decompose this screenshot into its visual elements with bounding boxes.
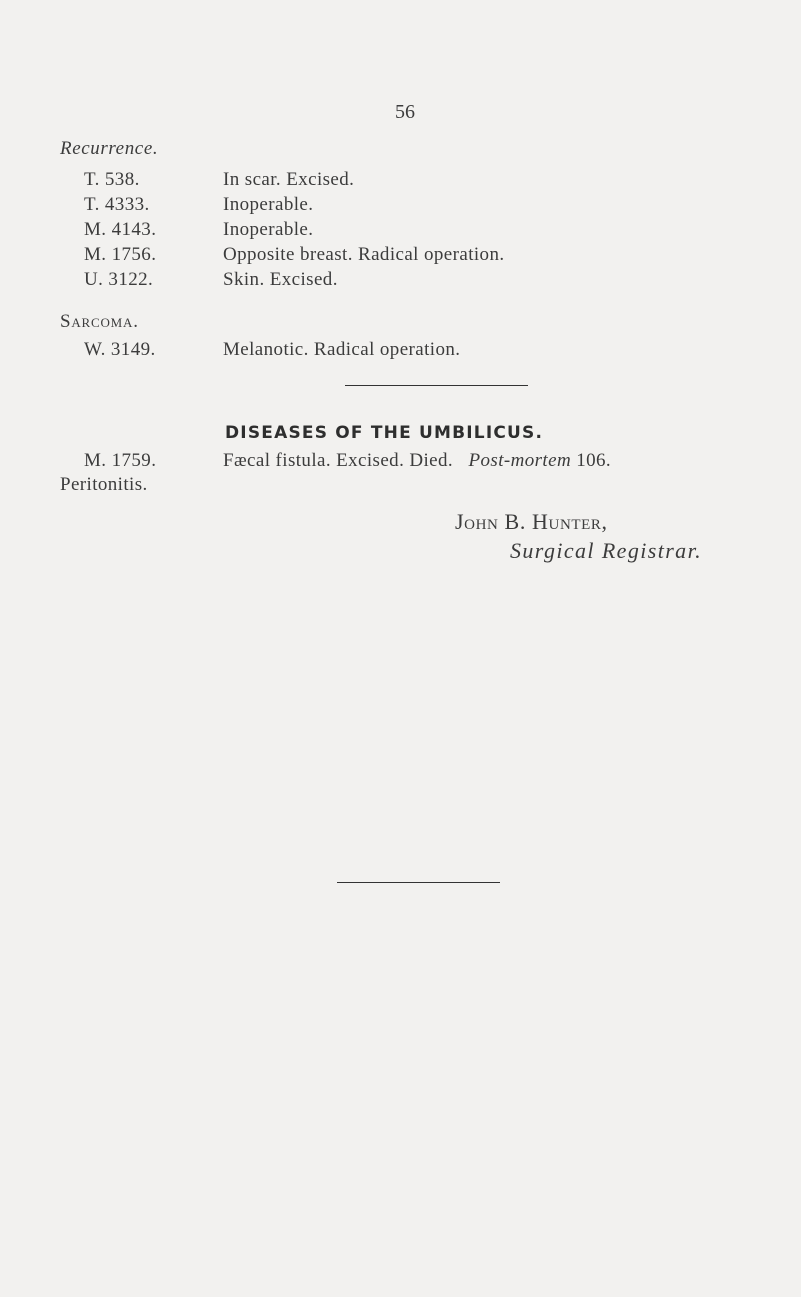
- case-description: Melanotic. Radical operation.: [223, 339, 461, 360]
- case-number: M. 4143.: [84, 219, 157, 240]
- case-number: T. 4333.: [84, 194, 150, 215]
- case-description: Opposite breast. Radical operation.: [223, 244, 505, 265]
- post-mortem-number: 106.: [576, 450, 612, 471]
- case-number: M. 1756.: [84, 244, 157, 265]
- recurrence-heading: Recurrence.: [60, 138, 159, 159]
- case-text: Fæcal fistula. Excised. Died.: [223, 450, 454, 471]
- umbilicus-heading: DISEASES OF THE UMBILICUS.: [225, 423, 544, 443]
- case-description: Inoperable.: [223, 219, 314, 240]
- section-divider: [345, 385, 528, 386]
- post-mortem-label: Post-mortem: [468, 450, 572, 471]
- case-description: Inoperable.: [223, 194, 314, 215]
- signature-title: Surgical Registrar.: [510, 538, 703, 563]
- case-number: W. 3149.: [84, 339, 156, 360]
- case-number: U. 3122.: [84, 269, 154, 290]
- case-number: M. 1759.: [84, 450, 157, 471]
- continuation-line: Peritonitis.: [60, 474, 148, 495]
- case-number: T. 538.: [84, 169, 140, 190]
- page-number: 56: [395, 101, 415, 123]
- case-description: [223, 450, 611, 472]
- end-rule: [337, 882, 500, 883]
- case-description: In scar. Excised.: [223, 169, 355, 190]
- signature-name: John B. Hunter,: [455, 509, 608, 534]
- sarcoma-heading: Sarcoma.: [60, 311, 139, 332]
- case-description: Skin. Excised.: [223, 269, 338, 290]
